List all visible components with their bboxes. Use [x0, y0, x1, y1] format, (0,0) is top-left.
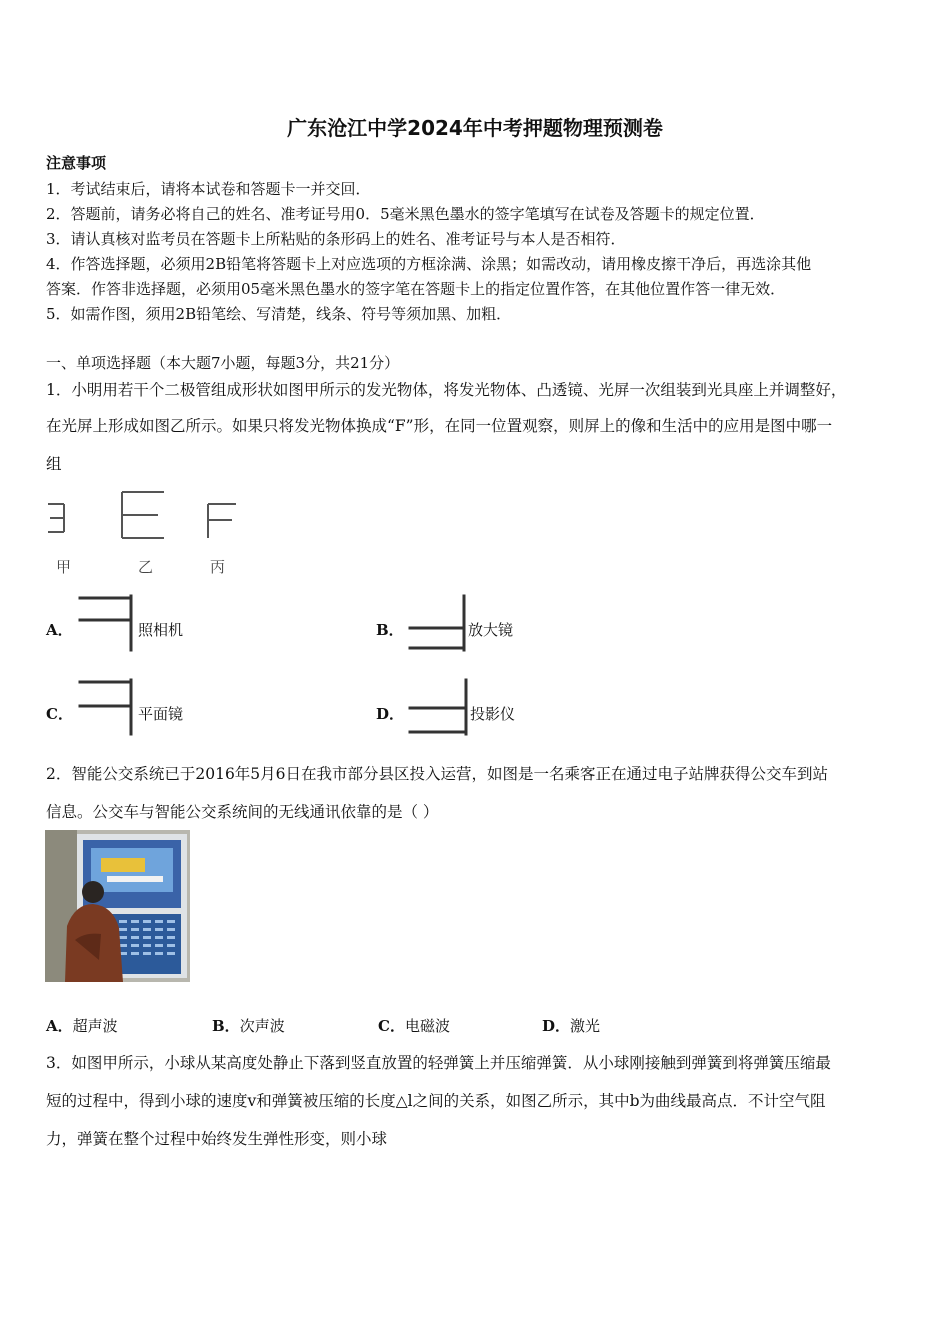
- figure-label-bing: 丙: [210, 558, 226, 576]
- option-d-letter[interactable]: D．: [376, 705, 405, 723]
- q2-option-b-text: 次声波: [239, 1017, 285, 1035]
- figure-jia-shape: [48, 504, 64, 532]
- q2-option-d-letter: D．: [542, 1017, 571, 1035]
- option-d-image[interactable]: [406, 676, 470, 738]
- q2-option-c-letter: C．: [378, 1017, 405, 1035]
- option-a-letter[interactable]: A．: [46, 621, 73, 639]
- question-1-text: 组: [46, 455, 62, 473]
- question-3-text: 短的过程中，得到小球的速度v和弹簧被压缩的长度△l之间的关系，如图乙所示，其中b为曲线最高点．不计空气阻: [46, 1092, 826, 1110]
- bus-stop-photo: [45, 830, 190, 982]
- option-d-text[interactable]: 投影仪: [470, 705, 516, 723]
- question-3-text: 3．如图甲所示，小球从某高度处静止下落到竖直放置的轻弹簧上并压缩弹簧．从小球刚接触到弹簧到将弹簧压缩最: [46, 1054, 831, 1072]
- q2-option-b[interactable]: [212, 1015, 285, 1036]
- figure-diode-shapes: [40, 488, 260, 548]
- question-2-text: 2．智能公交系统已于2016年5月6日在我市部分县区投入运营，如图是一名乘客正在通过电子站牌获得公交车到站: [46, 765, 829, 783]
- q2-option-a-text: 超声波: [72, 1017, 118, 1035]
- notice-item: 1．考试结束后，请将本试卷和答题卡一并交回．: [46, 180, 371, 198]
- option-b-image[interactable]: [406, 592, 468, 654]
- q2-option-d[interactable]: [542, 1015, 600, 1036]
- option-b-text[interactable]: 放大镜: [468, 621, 514, 639]
- option-c-image[interactable]: [76, 676, 136, 738]
- notice-heading: 注意事项: [46, 154, 107, 172]
- option-a-text[interactable]: 照相机: [138, 621, 184, 639]
- question-1-text: 1．小明用若干个二极管组成形状如图甲所示的发光物体，将发光物体、凸透镜、光屏一次组装到光具座上并调整好，: [46, 381, 847, 399]
- figure-yi-shape: [122, 492, 164, 538]
- q2-option-d-text: 激光: [570, 1017, 601, 1035]
- notice-item: 5．如需作图，须用2B铅笔绘、写清楚，线条、符号等须加黑、加粗．: [46, 305, 512, 323]
- q2-option-c[interactable]: [378, 1015, 450, 1036]
- notice-item: 4．作答选择题，必须用2B铅笔将答题卡上对应选项的方框涂满、涂黑；如需改动，请用橡皮擦干净后，再选涂其他: [46, 255, 812, 273]
- q2-option-b-letter: B．: [212, 1017, 240, 1035]
- section-heading: 一、单项选择题（本大题7小题，每题3分，共21分）: [46, 354, 400, 372]
- option-c-letter[interactable]: C．: [46, 705, 73, 723]
- q2-option-a-letter: A．: [46, 1017, 73, 1035]
- figure-label-jia: 甲: [56, 558, 72, 576]
- option-b-letter[interactable]: B．: [376, 621, 404, 639]
- question-2-text: 信息。公交车与智能公交系统间的无线通讯依靠的是（ ）: [46, 803, 439, 821]
- q2-option-c-text: 电磁波: [404, 1017, 450, 1035]
- question-1-text: 在光屏上形成如图乙所示。如果只将发光物体换成“F”形，在同一位置观察，则屏上的像和生活中的应用是图中哪一: [46, 417, 833, 435]
- option-c-text[interactable]: 平面镜: [138, 705, 184, 723]
- figure-label-yi: 乙: [138, 558, 154, 576]
- notice-item: 答案．作答非选择题，必须用05毫米黑色墨水的签字笔在答题卡上的指定位置作答，在其他位置作答一律无效．: [46, 280, 786, 298]
- question-3-text: 力，弹簧在整个过程中始终发生弹性形变，则小球: [46, 1130, 388, 1148]
- q2-option-a[interactable]: [46, 1015, 118, 1036]
- page-title: 广东沧江中学2024年中考押题物理预测卷: [287, 116, 663, 140]
- notice-item: 2．答题前，请务必将自己的姓名、准考证号用0．5毫米黑色墨水的签字笔填写在试卷及答题卡的规定位置．: [46, 205, 765, 223]
- notice-item: 3．请认真核对监考员在答题卡上所粘贴的条形码上的姓名、准考证号与本人是否相符．: [46, 230, 626, 248]
- option-a-image[interactable]: [76, 592, 136, 654]
- figure-bing-shape: [208, 504, 236, 538]
